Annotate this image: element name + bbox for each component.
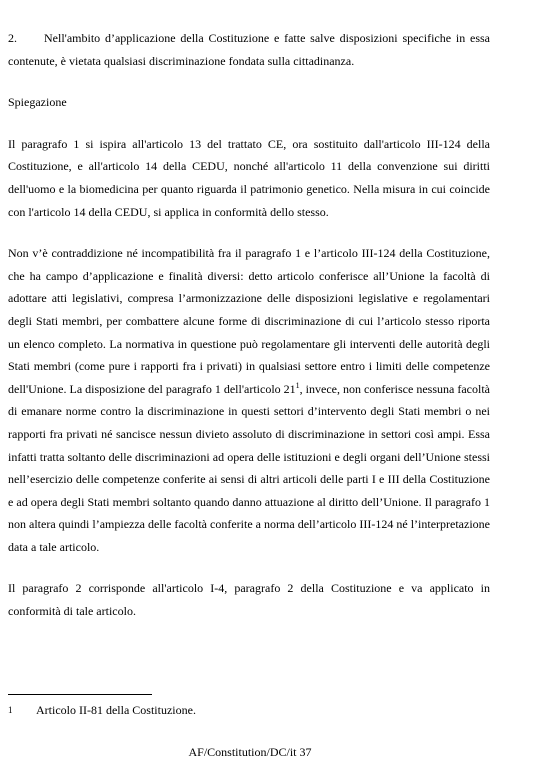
explanation-paragraph-1: Il paragrafo 1 si ispira all'articolo 13 del trattato CE, ora sostituito dall'articolo III-124 della Costituzione, e all'articolo 14 della CEDU, nonché all'articolo 11 della convenzione sui diritti dell'uomo e la biomedicina per quanto riguarda il patrimonio genetico. Nella misura in cui coincide con l'articolo 14 della CEDU, si applica in conformità dello stesso. xyxy=(8,136,490,219)
explanation-paragraph-3: Il paragrafo 2 corrisponde all'articolo I-4, paragrafo 2 della Costituzione e va applicato in conformità di tale articolo. xyxy=(8,581,490,619)
explanation-paragraph-2 xyxy=(8,242,490,558)
section-heading: Spiegazione xyxy=(8,95,67,110)
footnote-text: Articolo II-81 della Costituzione. xyxy=(36,703,196,717)
footnote-separator xyxy=(8,694,152,695)
footnote-number: 1 xyxy=(8,705,13,715)
paragraph-2-text-a: Non v’è contraddizione né incompatibilità fra il paragrafo 1 e l’articolo III-124 della Costituzione, che ha campo d’applicazione e finalità diversi: detto articolo conferisce all’Unione la facoltà di adottare atti legislativi, compresa l’armonizzazione delle disposizioni legislative e regolamentari degli Stati membri, per combattere alcune forme di discriminazione di cui l’articolo stesso riporta un elenco completo. La normativa in questione può regolamentare gli interventi delle autorità degli Stati membri (come pure i rapporti fra i privati) in qualsiasi settore entro i limiti delle competenze dell'Unione. La disposizione del paragrafo 1 dell'articolo 21 xyxy=(8,246,490,396)
page-footer: AF/Constitution/DC/it 37 xyxy=(188,745,312,759)
paragraph-2-text-b: , invece, non conferisce nessuna facoltà di emanare norme contro la discriminazione in questi settori d’intervento degli Stati membri o nei rapporti fra privati né sancisce nessun divieto assoluto di discriminazione in settori così ampi. Essa infatti tratta soltanto delle discriminazioni ad opera delle istituzioni e degli organi dell’Unione stessi nell’esercizio delle competenze conferite ai sensi di altri articoli delle parti I e III della Costituzione e ad opera degli Stati membri soltanto quando danno attuazione al diritto dell’Unione. Il paragrafo 1 non altera quindi l’ampiezza delle facoltà conferite a norma dell’articolo III-124 né l’interpretazione data a tale articolo. xyxy=(8,381,490,554)
point-text: Nell'ambito d’applicazione della Costituzione e fatte salve disposizioni specifiche in essa contenute, è vietata qualsiasi discriminazione fondata sulla cittadinanza. xyxy=(8,31,490,68)
document-body xyxy=(8,27,490,623)
point-number: 2. xyxy=(8,31,17,45)
paragraph-point-2 xyxy=(8,27,490,72)
footnote xyxy=(8,702,196,718)
footnote-reference[interactable]: 1 xyxy=(295,380,300,390)
